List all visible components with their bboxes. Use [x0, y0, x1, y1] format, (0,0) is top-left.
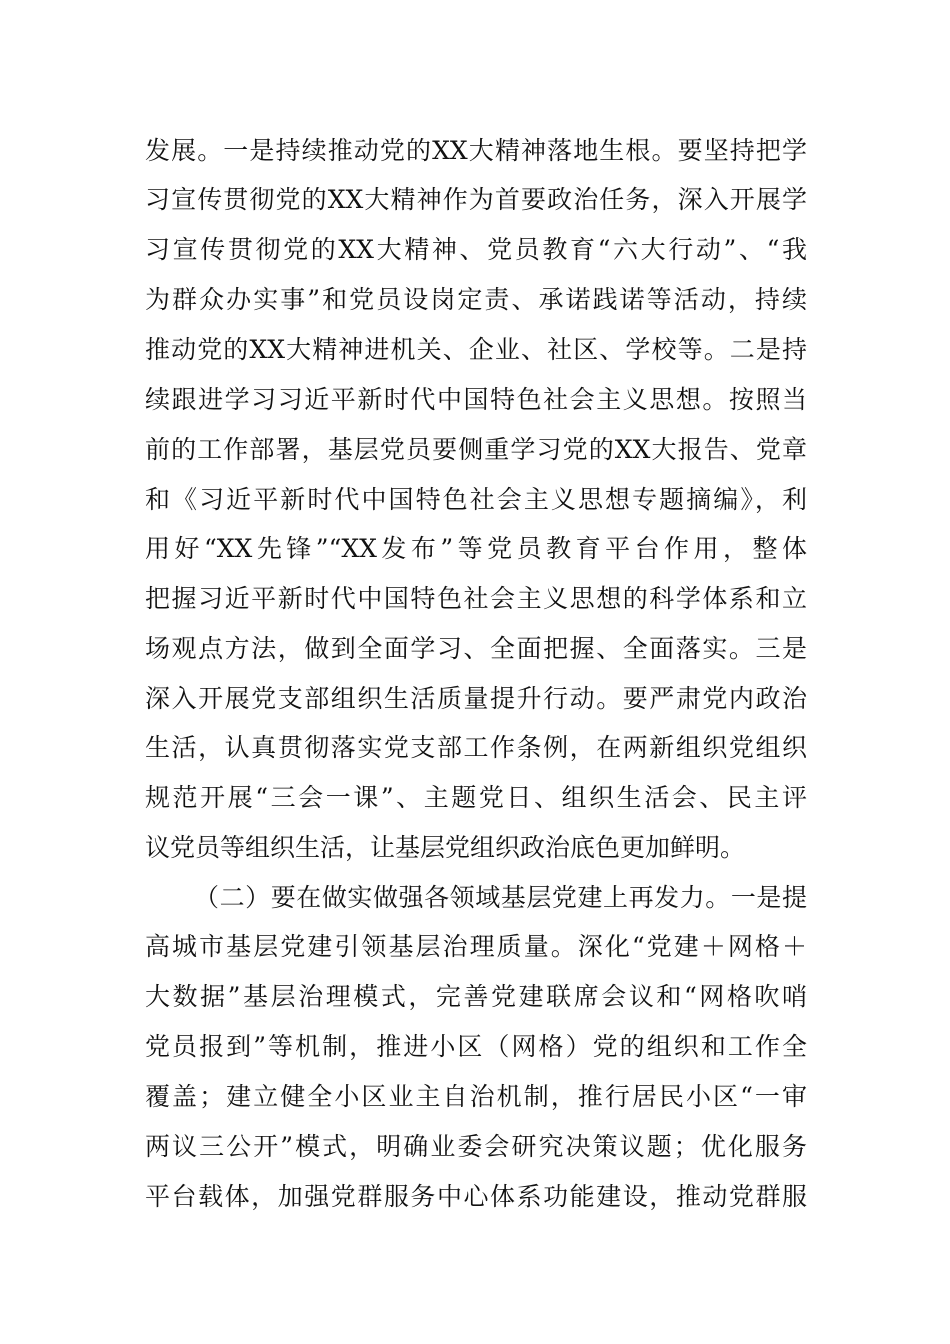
- paragraph-line: 把握习近平新时代中国特色社会主义思想的科学体系和立: [145, 584, 807, 613]
- paragraph-indented-line: （二）要在做实做强各领域基层党建上再发力。一是提: [194, 883, 807, 912]
- paragraph-line: 平台载体，加强党群服务中心体系功能建设，推动党群服: [145, 1182, 807, 1211]
- paragraph-line: 续跟进学习习近平新时代中国特色社会主义思想。按照当: [145, 385, 807, 414]
- paragraph-line: 和《习近平新时代中国特色社会主义思想专题摘编》，利: [145, 485, 807, 514]
- paragraph-line: 习宣传贯彻党的XX大精神作为首要政治任务，深入开展学: [145, 185, 807, 214]
- paragraph-line: 覆盖；建立健全小区业主自治机制，推行居民小区“一审: [145, 1082, 807, 1111]
- paragraph-line: 党员报到”等机制，推进小区（网格）党的组织和工作全: [145, 1032, 807, 1061]
- paragraph-line: 两议三公开”模式，明确业委会研究决策议题；优化服务: [145, 1132, 807, 1161]
- paragraph-line: 为群众办实事”和党员设岗定责、承诺践诺等活动，持续: [145, 285, 807, 314]
- paragraph-line: 生活，认真贯彻落实党支部工作条例，在两新组织党组织: [145, 733, 807, 762]
- paragraph-line: 发展。一是持续推动党的XX大精神落地生根。要坚持把学: [145, 136, 807, 165]
- paragraph-line: 习宣传贯彻党的XX大精神、党员教育“六大行动”、“我: [145, 235, 807, 264]
- paragraph-line: 推动党的XX大精神进机关、企业、社区、学校等。二是持: [145, 335, 807, 364]
- paragraph-line: 高城市基层党建引领基层治理质量。深化“党建＋网格＋: [145, 932, 807, 961]
- paragraph-line: 用好“XX先锋”“XX发布”等党员教育平台作用，整体: [145, 534, 807, 563]
- paragraph-line: 前的工作部署，基层党员要侧重学习党的XX大报告、党章: [145, 435, 807, 464]
- paragraph-line: 大数据”基层治理模式，完善党建联席会议和“网格吹哨: [145, 982, 807, 1011]
- paragraph-last-line: 议党员等组织生活，让基层党组织政治底色更加鲜明。: [145, 833, 746, 862]
- paragraph-line: 规范开展“三会一课”、主题党日、组织生活会、民主评: [145, 783, 807, 812]
- paragraph-line: 场观点方法，做到全面学习、全面把握、全面落实。三是: [145, 634, 807, 663]
- paragraph-line: 深入开展党支部组织生活质量提升行动。要严肃党内政治: [145, 684, 807, 713]
